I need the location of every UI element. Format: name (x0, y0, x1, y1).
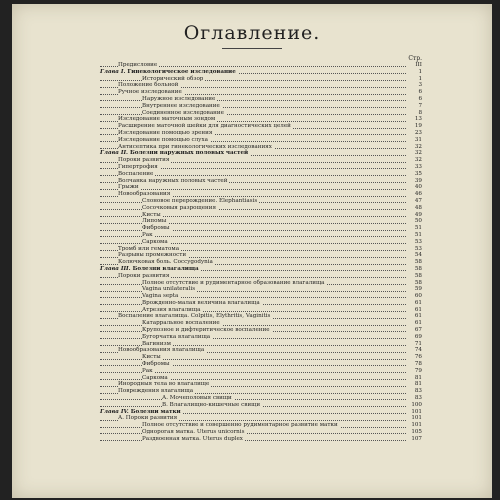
toc-entry-label (142, 327, 272, 334)
toc-entry-text: Наружное изследование (142, 95, 216, 102)
toc-entry-row (100, 429, 422, 436)
toc-entry-text: Крупозное и дифтеритическое воспаление (142, 327, 270, 334)
toc-entry-label (118, 178, 229, 185)
toc-entry-label (118, 415, 179, 422)
toc-page-number: 105 (406, 429, 422, 436)
toc-entry-label (142, 96, 217, 103)
toc-page-number: 23 (406, 130, 422, 137)
toc-page-number: 74 (406, 347, 422, 354)
toc-entry-text: В. Влагалищно-кишечные свищи (162, 401, 261, 408)
toc-entry-row (100, 191, 422, 198)
toc-page-number: 7 (406, 103, 422, 110)
toc-entry-text: Кисты (142, 211, 161, 218)
toc-page-number: 1 (406, 69, 422, 76)
toc-chapter-row (100, 69, 422, 76)
toc-entry-row (100, 116, 422, 123)
toc-entry-row (100, 381, 422, 388)
toc-entry-row (100, 300, 422, 307)
toc-entry-text: Vagina unilateralis (142, 286, 196, 293)
toc-entry-text: Атрезия влагалища (142, 306, 201, 313)
toc-page-number: 78 (406, 361, 422, 368)
toc-chapter-row (100, 409, 422, 416)
toc-entry-text: Рак (142, 367, 153, 374)
toc-entry-text: Фибромы (142, 361, 170, 368)
toc-page-number: 60 (406, 293, 422, 300)
toc-entry-text: Положение больной (118, 82, 179, 89)
toc-entry-row (100, 436, 422, 443)
toc-entry-label (118, 137, 210, 144)
toc-page-number: 76 (406, 354, 422, 361)
toc-entry-label (118, 191, 172, 198)
toc-entry-text: Vagina septa (142, 293, 179, 300)
toc-entry-text: Изследование маточным зондом (118, 116, 216, 123)
toc-entry-label (142, 239, 170, 246)
toc-entry-label (142, 286, 197, 293)
toc-entry-row (100, 347, 422, 354)
toc-entry-row (100, 171, 422, 178)
toc-page-number: 61 (406, 300, 422, 307)
toc-entry-text: Бугорчатка влагалища (142, 333, 211, 340)
toc-entry-text: Повреждения влагалища (118, 388, 194, 395)
toc-page-number: 71 (406, 341, 422, 348)
toc-entry-label (118, 164, 160, 171)
toc-entry-label (142, 422, 340, 429)
toc-entry-text: Болезни влагалища (132, 265, 199, 272)
toc-page-number: 32 (406, 157, 422, 164)
toc-entry-text: Новообразования (118, 191, 171, 198)
toc-entry-label (142, 103, 222, 110)
toc-entry-row (100, 361, 422, 368)
toc-page-number: 46 (406, 191, 422, 198)
toc-entry-text: А. Мочеполовыя свищи (162, 395, 232, 402)
toc-entry-row (100, 110, 422, 117)
toc-page-number: 32 (406, 144, 422, 151)
toc-entry-label (142, 232, 155, 239)
toc-entry-label (142, 429, 246, 436)
toc-page-number: 35 (406, 171, 422, 178)
toc-entry-text: Гинекологическое изследование (127, 68, 236, 75)
toc-entry-text: Саркома (142, 374, 168, 381)
toc-entry-text: Новообразования влагалища (118, 347, 205, 354)
toc-entry-text: Исторический обзор (142, 75, 204, 82)
toc-entry-row (100, 103, 422, 110)
toc-entry-text: Фибромы (142, 225, 170, 232)
toc-entry-row (100, 273, 422, 280)
toc-entry-label (118, 116, 217, 123)
toc-entry-text: Гипертрофия (118, 163, 158, 170)
toc-entry-text: Пороки развития (118, 272, 170, 279)
toc-page-number: 61 (406, 320, 422, 327)
chapter-number: Глава I. (100, 68, 126, 75)
toc-entry-text: Однорогая матка. Uterus unicornis (142, 429, 245, 436)
toc-page-number: 51 (406, 232, 422, 239)
toc-entry-label (118, 157, 171, 164)
toc-entry-text: Липомы (142, 218, 167, 225)
toc-entry-row (100, 307, 422, 314)
toc-entry-label (100, 266, 201, 273)
toc-entry-label (118, 273, 171, 280)
toc-entry-text: Инородныя тела во влагалище (118, 381, 210, 388)
toc-entry-row (100, 280, 422, 287)
toc-entry-label (118, 89, 184, 96)
toc-entry-text: Рак (142, 231, 153, 238)
toc-page-number: 39 (406, 178, 422, 185)
toc-entry-label (142, 368, 155, 375)
toc-entry-label (142, 198, 259, 205)
title-rule (222, 48, 282, 49)
toc-page-number: 47 (406, 198, 422, 205)
toc-entry-label (142, 334, 212, 341)
toc-entry-label (142, 293, 180, 300)
toc-entry-row (100, 313, 422, 320)
toc-entry-text: Полное отсутствие и рудиментарное образование влагалища (142, 279, 325, 286)
toc-entry-row (100, 62, 422, 69)
toc-entry-label (100, 409, 183, 416)
toc-chapter-row (100, 266, 422, 273)
toc-page-number: 40 (406, 184, 422, 191)
toc-page-number: 32 (406, 150, 422, 157)
toc-entry-label (118, 82, 180, 89)
toc-page-number: 69 (406, 334, 422, 341)
toc-page-number: 51 (406, 225, 422, 232)
toc-entry-row (100, 130, 422, 137)
toc-entry-label (162, 395, 234, 402)
toc-page-number: 31 (406, 137, 422, 144)
toc-entry-label (100, 69, 238, 76)
toc-page-number: 58 (406, 273, 422, 280)
toc-entry-row (100, 212, 422, 219)
toc-entry-row (100, 178, 422, 185)
toc-page-number: 101 (406, 409, 422, 416)
toc-entry-text: Раздвоенная матка. Uterus duplex (142, 435, 243, 442)
toc-entry-row (100, 334, 422, 341)
toc-entry-text: Воспаление (118, 170, 154, 177)
toc-page-number: 3 (406, 82, 422, 89)
toc-entry-text: Саркома (142, 238, 168, 245)
toc-entry-row (100, 388, 422, 395)
toc-entry-row (100, 402, 422, 409)
toc-page-number: 54 (406, 252, 422, 259)
toc-entry-row (100, 259, 422, 266)
toc-page-number: 1 (406, 76, 422, 83)
toc-page-number: 59 (406, 286, 422, 293)
toc-page-number: 13 (406, 116, 422, 123)
toc-entry-text: Воспаление влагалища. Colpitis, Elythritis, Vaginitis (118, 313, 271, 320)
toc-entry-text: Ручное изследование (118, 89, 182, 96)
toc-page-number: 58 (406, 280, 422, 287)
toc-entry-text: Колючковая боль. Coccygodynia (118, 259, 213, 266)
dot-leader (100, 189, 406, 190)
toc-entry-row (100, 205, 422, 212)
toc-entry-text: Сосочковыя разрощения (142, 204, 217, 211)
toc-chapter-row (100, 150, 422, 157)
toc-entry-label (142, 205, 218, 212)
page-title: Оглавление. (183, 22, 321, 44)
toc-entry-text: Слоновое перерождение. Elephantiasis (142, 197, 258, 204)
toc-page-number: III (406, 62, 422, 69)
toc-entry-label (142, 436, 245, 443)
toc-entry-label (118, 381, 211, 388)
toc-entry-text: Грыжи (118, 184, 139, 191)
toc-entry-text: Тромб или гематома (118, 245, 180, 252)
toc-page-number: 81 (406, 381, 422, 388)
toc-entry-row (100, 89, 422, 96)
toc-page-number: 101 (406, 422, 422, 429)
toc-page-number: 107 (406, 436, 422, 443)
toc-entry-row (100, 82, 422, 89)
toc-page-number: 101 (406, 415, 422, 422)
toc-entry-label (142, 225, 172, 232)
toc-page-number: 53 (406, 246, 422, 253)
toc-page-number: 49 (406, 212, 422, 219)
dot-leader (100, 399, 406, 400)
toc-entry-row (100, 293, 422, 300)
toc-entry-text: Соединенное изследование (142, 109, 224, 116)
toc-page-number: 67 (406, 327, 422, 334)
toc-page-number: 79 (406, 368, 422, 375)
toc-entry-text: Волчанка наружных половых частей (118, 177, 228, 184)
toc-page-number: 50 (406, 218, 422, 225)
toc-entry-text: Болезни наружных половых частей (129, 150, 249, 157)
toc-page-number: 83 (406, 395, 422, 402)
toc-page-number: 83 (406, 388, 422, 395)
page-column-label: Стр. (408, 55, 422, 62)
toc-page-number: 48 (406, 205, 422, 212)
toc-entry-text: Врожденно-малая величина влагалища (142, 299, 260, 306)
toc-entry-label (142, 307, 202, 314)
toc-entry-text: Кисты (142, 354, 161, 361)
chapter-number: Глава III. (100, 265, 131, 272)
toc-entry-label (118, 171, 155, 178)
toc-page-number: 61 (406, 313, 422, 320)
toc-entry-label (118, 246, 181, 253)
toc-entry-label (118, 313, 272, 320)
toc-entry-label (118, 347, 206, 354)
toc-entry-text: Вагинизм (142, 340, 171, 347)
toc-page-number: 61 (406, 307, 422, 314)
toc-entry-text: Изследование помощью зрения (118, 129, 213, 136)
toc-entry-text: Предисловие (118, 62, 158, 68)
toc-entry-text: Расширение маточной шейки для диагностических целей (118, 123, 291, 130)
toc-entry-label (162, 402, 262, 409)
toc-entry-row (100, 368, 422, 375)
toc-entry-label (142, 110, 226, 117)
toc-entry-row (100, 327, 422, 334)
toc-entry-label (118, 130, 214, 137)
chapter-number: Глава IV. (100, 408, 129, 415)
chapter-number: Глава II. (100, 150, 129, 157)
toc-entry-text: Разрывы промежности (118, 252, 187, 259)
toc-entry-text: Пороки развития (118, 157, 170, 164)
toc-entry-text: А. Пороки развития (118, 415, 178, 422)
toc-entry-text: Полное отсутствие и совершенно рудиментарное развитие матки (142, 422, 338, 429)
toc-entry-label (100, 150, 250, 157)
toc-entry-row (100, 164, 422, 171)
toc-page-number: 19 (406, 123, 422, 130)
toc-page-number: 33 (406, 164, 422, 171)
toc-entry-label (142, 212, 163, 219)
toc-entry-row (100, 286, 422, 293)
toc-entry-row (100, 239, 422, 246)
toc-page-number: 8 (406, 110, 422, 117)
toc-entry-label (118, 388, 195, 395)
toc-page-number: 81 (406, 375, 422, 382)
toc-entry-text: Болезни матки (130, 408, 181, 415)
toc-entry-row (100, 375, 422, 382)
table-of-contents (100, 62, 422, 443)
toc-entry-row (100, 415, 422, 422)
toc-entry-label (118, 62, 159, 69)
toc-entry-row (100, 157, 422, 164)
toc-entry-label (142, 361, 172, 368)
toc-entry-text: Катарральное воспаление (142, 320, 220, 327)
toc-entry-text: Изследование помощью слуха (118, 136, 208, 143)
toc-entry-row (100, 137, 422, 144)
toc-entry-label (142, 280, 327, 287)
toc-entry-label (118, 259, 215, 266)
toc-page-number: 58 (406, 259, 422, 266)
toc-entry-row (100, 232, 422, 239)
toc-page-number: 6 (406, 89, 422, 96)
toc-entry-label (142, 300, 262, 307)
toc-entry-label (118, 123, 293, 130)
book-page (12, 4, 492, 498)
toc-entry-text: Антисептика при гинекологических изследованиях (118, 143, 272, 150)
toc-page-number: 100 (406, 402, 422, 409)
toc-entry-row (100, 395, 422, 402)
toc-page-number: 53 (406, 239, 422, 246)
toc-page-number: 58 (406, 266, 422, 273)
toc-page-number: 6 (406, 96, 422, 103)
toc-entry-row (100, 246, 422, 253)
toc-entry-row (100, 225, 422, 232)
toc-entry-row (100, 422, 422, 429)
toc-entry-text: Внутреннее изследование (142, 102, 220, 109)
toc-entry-row (100, 123, 422, 130)
toc-entry-label (142, 375, 170, 382)
toc-entry-row (100, 198, 422, 205)
toc-entry-row (100, 96, 422, 103)
